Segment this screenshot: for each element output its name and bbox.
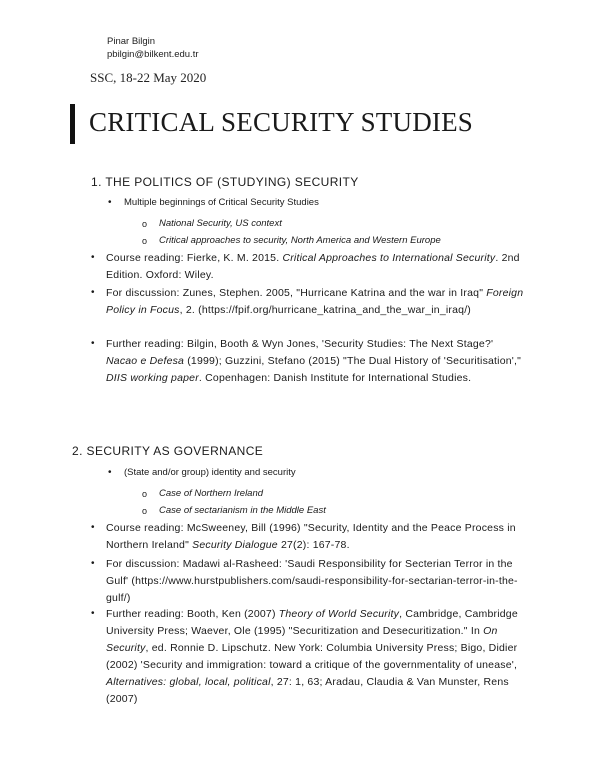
text-run: , ed. Ronnie D. Lipschutz. New York: Columbia University Press; Bigo, Didier (2002) 'Security and immigration: toward a critique of the governmentality of unease',	[106, 642, 518, 671]
circle-bullet-icon: o	[142, 236, 148, 246]
bullet-icon: •	[91, 338, 95, 349]
text-run: , 2. (https://fpif.org/hurricane_katrina_and_the_war_in_iraq/)	[179, 304, 472, 316]
text-run-italic: Foreign Policy in Focus	[106, 287, 524, 316]
text-run: Course reading: Fierke, K. M. 2015.	[106, 252, 283, 264]
subsub-item: Critical approaches to security, North America and Western Europe	[159, 235, 441, 246]
author-name: Pinar Bilgin	[107, 36, 156, 47]
course-reading-1	[106, 250, 526, 284]
bullet-icon: •	[108, 467, 112, 478]
subsub-item: Case of sectarianism in the Middle East	[159, 505, 326, 516]
author-email: pbilgin@bilkent.edu.tr	[107, 49, 199, 60]
circle-bullet-icon: o	[142, 489, 148, 499]
discussion-1	[106, 285, 526, 319]
text-run-italic: DIIS working paper	[106, 372, 199, 384]
text-run-italic: Security Dialogue	[192, 539, 278, 551]
section-heading-2: 2. SECURITY AS GOVERNANCE	[72, 444, 264, 458]
bullet-icon: •	[108, 197, 112, 208]
course-reading-2	[106, 520, 526, 554]
text-run-italic: Theory of World Security	[278, 608, 400, 620]
text-run-italic: Critical Approaches to International Security	[282, 252, 496, 264]
text-run: (1999); Guzzini, Stefano (2015) "The Dual History of 'Securitisation',"	[184, 355, 522, 367]
sub-item: (State and/or group) identity and security	[124, 467, 296, 478]
discussion-2: For discussion: Madawi al-Rasheed: 'Saudi Responsibility for Secterian Terror in the Gulf' (https://www.hurstpublishers.com/saudi-responsibility-for-sectarian-terror-in-the-gulf/)	[106, 558, 518, 604]
text-run: . Copenhagen: Danish Institute for International Studies.	[198, 372, 472, 384]
author-block	[107, 35, 199, 61]
course-date: SSC, 18-22 May 2020	[90, 70, 207, 85]
text-run: . 2nd Edition. Oxford: Wiley.	[106, 252, 520, 281]
circle-bullet-icon: o	[142, 219, 148, 229]
text-run-italic: Alternatives: global, local, political	[106, 676, 271, 688]
bullet-icon: •	[91, 287, 95, 298]
bullet-icon: •	[91, 558, 95, 569]
section-heading-1: 1. THE POLITICS OF (STUDYING) SECURITY	[91, 175, 359, 189]
subsub-item: National Security, US context	[159, 218, 282, 229]
text-run: Further reading: Booth, Ken (2007)	[106, 608, 279, 620]
circle-bullet-icon: o	[142, 506, 148, 516]
text-run-italic: Nacao e Defesa	[106, 355, 185, 367]
bullet-icon: •	[91, 522, 95, 533]
further-reading-1	[106, 336, 526, 387]
text-run: , Cambridge, Cambridge University Press; Waever, Ole (1995) "Securitization and Desecuritization." In	[106, 608, 518, 637]
text-run: For discussion: Zunes, Stephen. 2005, "Hurricane Katrina and the war in Iraq"	[106, 287, 487, 299]
text-run: 27(2): 167-78.	[277, 539, 350, 551]
text-run: , 27: 1, 63; Aradau, Claudia & Van Munster, Rens (2007)	[106, 676, 509, 705]
text-run: Further reading: Bilgin, Booth & Wyn Jones, 'Security Studies: The Next Stage?'	[106, 338, 494, 350]
title-bar	[70, 104, 75, 144]
bullet-icon: •	[91, 608, 95, 619]
subsub-item: Case of Northern Ireland	[159, 488, 264, 499]
sub-item: Multiple beginnings of Critical Security Studies	[124, 197, 319, 208]
further-reading-2	[106, 606, 526, 708]
text-run: Course reading: McSweeney, Bill (1996) "Security, Identity and the Peace Process in Northern Ireland"	[106, 522, 516, 551]
text-run-italic: On Security	[106, 625, 498, 654]
page-title: CRITICAL SECURITY STUDIES	[89, 107, 474, 137]
bullet-icon: •	[91, 252, 95, 263]
